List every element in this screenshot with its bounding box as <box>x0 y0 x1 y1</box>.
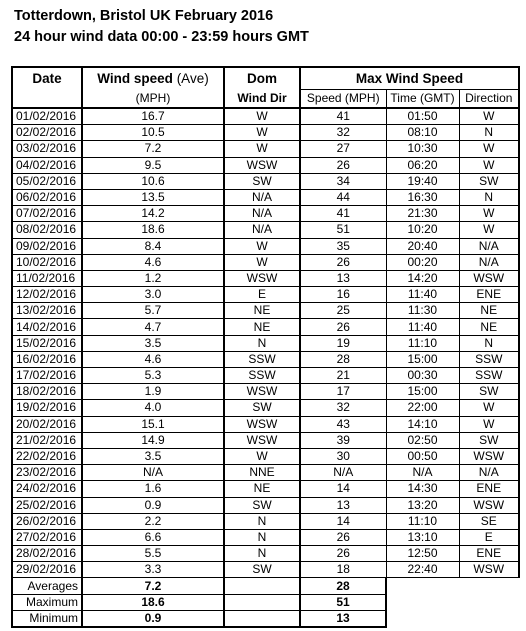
avg-speed-cell: 1.2 <box>82 270 224 286</box>
avg-speed-cell: 5.5 <box>82 546 224 562</box>
summary-label: Minimum <box>12 610 82 627</box>
max-time-cell: 19:40 <box>386 173 459 189</box>
max-time-cell: 22:00 <box>386 400 459 416</box>
date-cell: 14/02/2016 <box>12 319 82 335</box>
dom-dir-cell: WSW <box>224 432 300 448</box>
dom-dir-cell: WSW <box>224 384 300 400</box>
max-time-cell: 12:50 <box>386 546 459 562</box>
max-direction-cell: WSW <box>459 497 519 513</box>
max-time-cell: 21:30 <box>386 206 459 222</box>
date-cell: 11/02/2016 <box>12 270 82 286</box>
summary-max-speed: 51 <box>300 594 386 610</box>
date-cell: 26/02/2016 <box>12 513 82 529</box>
max-time-cell: 11:40 <box>386 287 459 303</box>
max-speed-cell: 18 <box>300 562 386 578</box>
table-row <box>12 189 519 205</box>
avg-speed-cell: 6.6 <box>82 529 224 545</box>
summary-row <box>12 610 519 627</box>
max-direction-cell: WSW <box>459 562 519 578</box>
max-speed-cell: 13 <box>300 270 386 286</box>
summary-avg-speed: 0.9 <box>82 610 224 627</box>
date-cell: 12/02/2016 <box>12 287 82 303</box>
max-time-cell: N/A <box>386 465 459 481</box>
dom-dir-cell: WSW <box>224 157 300 173</box>
table-row <box>12 448 519 464</box>
date-cell: 06/02/2016 <box>12 189 82 205</box>
avg-speed-cell: 1.9 <box>82 384 224 400</box>
max-time-cell: 14:10 <box>386 416 459 432</box>
table-row <box>12 173 519 189</box>
speed-mph-header: Speed (MPH) <box>300 90 386 109</box>
dom-dir-cell: W <box>224 141 300 157</box>
max-direction-cell: W <box>459 222 519 238</box>
max-time-cell: 10:30 <box>386 141 459 157</box>
summary-blank <box>386 610 459 627</box>
table-row <box>12 108 519 125</box>
max-speed-cell: 26 <box>300 319 386 335</box>
dom-dir-cell: N <box>224 513 300 529</box>
max-speed-cell: 17 <box>300 384 386 400</box>
dom-dir-cell: SW <box>224 497 300 513</box>
max-speed-cell: 13 <box>300 497 386 513</box>
date-cell: 10/02/2016 <box>12 254 82 270</box>
table-row <box>12 529 519 545</box>
avg-speed-cell: 0.9 <box>82 497 224 513</box>
avg-speed-cell: 10.5 <box>82 125 224 141</box>
avg-speed-cell: 2.2 <box>82 513 224 529</box>
table-row <box>12 141 519 157</box>
max-speed-cell: 39 <box>300 432 386 448</box>
max-direction-cell: N <box>459 125 519 141</box>
date-cell: 13/02/2016 <box>12 303 82 319</box>
dom-dir-cell: NE <box>224 481 300 497</box>
summary-blank <box>459 610 519 627</box>
date-cell: 19/02/2016 <box>12 400 82 416</box>
max-time-cell: 00:20 <box>386 254 459 270</box>
date-cell: 22/02/2016 <box>12 448 82 464</box>
dom-dir-cell: SW <box>224 562 300 578</box>
summary-blank <box>459 594 519 610</box>
max-direction-cell: ENE <box>459 546 519 562</box>
summary-blank <box>386 594 459 610</box>
date-cell: 16/02/2016 <box>12 351 82 367</box>
max-direction-cell: SW <box>459 384 519 400</box>
table-row <box>12 222 519 238</box>
max-direction-cell: N/A <box>459 238 519 254</box>
avg-speed-cell: 3.0 <box>82 287 224 303</box>
table-row <box>12 254 519 270</box>
table-row <box>12 546 519 562</box>
max-time-cell: 20:40 <box>386 238 459 254</box>
dom-dir-cell: NNE <box>224 465 300 481</box>
date-cell: 23/02/2016 <box>12 465 82 481</box>
max-speed-cell: 26 <box>300 157 386 173</box>
max-direction-cell: SW <box>459 432 519 448</box>
dom-dir-cell: SW <box>224 400 300 416</box>
max-direction-cell: N/A <box>459 465 519 481</box>
avg-speed-cell: 4.0 <box>82 400 224 416</box>
dom-dir-cell: W <box>224 254 300 270</box>
avg-speed-cell: 5.7 <box>82 303 224 319</box>
max-direction-cell: W <box>459 108 519 125</box>
dom-dir-cell: N <box>224 529 300 545</box>
date-cell: 18/02/2016 <box>12 384 82 400</box>
max-speed-cell: 41 <box>300 108 386 125</box>
max-time-cell: 14:20 <box>386 270 459 286</box>
wind-speed-unit: (MPH) <box>82 90 224 109</box>
dom-dir-cell: NE <box>224 319 300 335</box>
dom-dir-cell: W <box>224 125 300 141</box>
max-speed-cell: 32 <box>300 125 386 141</box>
summary-blank <box>459 578 519 594</box>
dom-dir-cell: W <box>224 108 300 125</box>
subheader-row <box>12 90 519 109</box>
table-row <box>12 432 519 448</box>
date-cell: 25/02/2016 <box>12 497 82 513</box>
table-row <box>12 125 519 141</box>
max-time-cell: 02:50 <box>386 432 459 448</box>
table-row <box>12 497 519 513</box>
date-header: Date <box>12 67 82 90</box>
summary-row <box>12 594 519 610</box>
avg-speed-cell: 4.7 <box>82 319 224 335</box>
table-row <box>12 157 519 173</box>
summary-label: Averages <box>12 578 82 594</box>
max-time-cell: 11:10 <box>386 513 459 529</box>
max-time-cell: 00:30 <box>386 368 459 384</box>
date-cell: 08/02/2016 <box>12 222 82 238</box>
date-cell: 05/02/2016 <box>12 173 82 189</box>
max-speed-cell: 21 <box>300 368 386 384</box>
dom-dir-cell: N/A <box>224 189 300 205</box>
table-row <box>12 335 519 351</box>
max-direction-cell: ENE <box>459 287 519 303</box>
max-time-cell: 06:20 <box>386 157 459 173</box>
avg-speed-cell: 3.3 <box>82 562 224 578</box>
summary-label: Maximum <box>12 594 82 610</box>
page-title: Totterdown, Bristol UK February 2016 <box>14 8 274 24</box>
max-direction-cell: SSW <box>459 368 519 384</box>
max-time-cell: 15:00 <box>386 351 459 367</box>
max-speed-cell: 30 <box>300 448 386 464</box>
max-speed-cell: 44 <box>300 189 386 205</box>
dom-dir-cell: N/A <box>224 206 300 222</box>
page-subtitle: 24 hour wind data 00:00 - 23:59 hours GMT <box>14 29 309 45</box>
table-row <box>12 465 519 481</box>
max-speed-cell: 19 <box>300 335 386 351</box>
max-speed-cell: 26 <box>300 254 386 270</box>
avg-speed-cell: 3.5 <box>82 335 224 351</box>
max-time-cell: 00:50 <box>386 448 459 464</box>
date-cell: 02/02/2016 <box>12 125 82 141</box>
dom-dir-cell: N/A <box>224 222 300 238</box>
avg-speed-cell: 15.1 <box>82 416 224 432</box>
date-cell: 03/02/2016 <box>12 141 82 157</box>
max-direction-cell: W <box>459 157 519 173</box>
summary-max-speed: 28 <box>300 578 386 594</box>
max-direction-cell: W <box>459 141 519 157</box>
date-cell: 28/02/2016 <box>12 546 82 562</box>
dom-dir-cell: WSW <box>224 270 300 286</box>
summary-blank <box>224 594 300 610</box>
date-cell: 24/02/2016 <box>12 481 82 497</box>
max-direction-cell: NE <box>459 303 519 319</box>
table-row <box>12 206 519 222</box>
table-row <box>12 303 519 319</box>
date-cell: 01/02/2016 <box>12 108 82 125</box>
date-cell: 21/02/2016 <box>12 432 82 448</box>
summary-blank <box>224 610 300 627</box>
max-time-cell: 10:20 <box>386 222 459 238</box>
max-speed-cell: 43 <box>300 416 386 432</box>
max-speed-cell: 51 <box>300 222 386 238</box>
summary-blank <box>224 578 300 594</box>
dom-dir-cell: N <box>224 335 300 351</box>
date-cell: 27/02/2016 <box>12 529 82 545</box>
avg-speed-cell: 14.2 <box>82 206 224 222</box>
max-speed-cell: 14 <box>300 513 386 529</box>
avg-speed-cell: N/A <box>82 465 224 481</box>
max-speed-cell: 34 <box>300 173 386 189</box>
max-speed-cell: 41 <box>300 206 386 222</box>
max-speed-cell: 25 <box>300 303 386 319</box>
direction-header: Direction <box>459 90 519 109</box>
max-time-cell: 15:00 <box>386 384 459 400</box>
wind-speed-header: Wind speed (Ave) <box>82 67 224 90</box>
avg-speed-cell: 7.2 <box>82 141 224 157</box>
avg-speed-cell: 10.6 <box>82 173 224 189</box>
wind-dir-header: Wind Dir <box>224 90 300 109</box>
dom-dir-cell: W <box>224 448 300 464</box>
max-speed-cell: 27 <box>300 141 386 157</box>
avg-speed-cell: 5.3 <box>82 368 224 384</box>
max-time-cell: 11:10 <box>386 335 459 351</box>
table-row <box>12 481 519 497</box>
avg-speed-cell: 18.6 <box>82 222 224 238</box>
avg-speed-cell: 14.9 <box>82 432 224 448</box>
max-speed-cell: 35 <box>300 238 386 254</box>
date-cell: 09/02/2016 <box>12 238 82 254</box>
dom-dir-cell: WSW <box>224 416 300 432</box>
max-speed-cell: 26 <box>300 529 386 545</box>
max-speed-cell: 28 <box>300 351 386 367</box>
avg-speed-cell: 3.5 <box>82 448 224 464</box>
header-row <box>12 67 519 90</box>
max-direction-cell: SE <box>459 513 519 529</box>
dom-dir-cell: E <box>224 287 300 303</box>
summary-avg-speed: 18.6 <box>82 594 224 610</box>
max-time-cell: 14:30 <box>386 481 459 497</box>
max-speed-cell: N/A <box>300 465 386 481</box>
max-direction-cell: W <box>459 206 519 222</box>
table-row <box>12 384 519 400</box>
max-time-cell: 22:40 <box>386 562 459 578</box>
max-direction-cell: NE <box>459 319 519 335</box>
max-time-cell: 01:50 <box>386 108 459 125</box>
date-cell: 29/02/2016 <box>12 562 82 578</box>
avg-speed-cell: 16.7 <box>82 108 224 125</box>
wind-data-table <box>11 66 520 628</box>
date-cell: 17/02/2016 <box>12 368 82 384</box>
dom-dir-cell: N <box>224 546 300 562</box>
table-row <box>12 400 519 416</box>
summary-max-speed: 13 <box>300 610 386 627</box>
max-speed-cell: 14 <box>300 481 386 497</box>
dom-dir-cell: W <box>224 238 300 254</box>
max-wind-speed-header: Max Wind Speed <box>300 67 519 90</box>
summary-avg-speed: 7.2 <box>82 578 224 594</box>
max-time-cell: 11:40 <box>386 319 459 335</box>
max-direction-cell: ENE <box>459 481 519 497</box>
max-direction-cell: N <box>459 189 519 205</box>
table-row <box>12 270 519 286</box>
max-time-cell: 13:20 <box>386 497 459 513</box>
avg-speed-cell: 9.5 <box>82 157 224 173</box>
table-row <box>12 287 519 303</box>
table-row <box>12 319 519 335</box>
summary-row <box>12 578 519 594</box>
table-row <box>12 368 519 384</box>
table-row <box>12 238 519 254</box>
avg-speed-cell: 13.5 <box>82 189 224 205</box>
dom-dir-cell: SSW <box>224 351 300 367</box>
date-cell: 20/02/2016 <box>12 416 82 432</box>
date-cell: 04/02/2016 <box>12 157 82 173</box>
max-time-cell: 16:30 <box>386 189 459 205</box>
max-direction-cell: WSW <box>459 448 519 464</box>
max-direction-cell: N <box>459 335 519 351</box>
avg-speed-cell: 4.6 <box>82 351 224 367</box>
max-direction-cell: WSW <box>459 270 519 286</box>
max-speed-cell: 16 <box>300 287 386 303</box>
max-time-cell: 11:30 <box>386 303 459 319</box>
date-cell: 15/02/2016 <box>12 335 82 351</box>
max-time-cell: 13:10 <box>386 529 459 545</box>
dom-dir-cell: SW <box>224 173 300 189</box>
max-speed-cell: 26 <box>300 546 386 562</box>
time-gmt-header: Time (GMT) <box>386 90 459 109</box>
max-direction-cell: W <box>459 416 519 432</box>
date-cell: 07/02/2016 <box>12 206 82 222</box>
max-direction-cell: SSW <box>459 351 519 367</box>
dom-dir-cell: NE <box>224 303 300 319</box>
dom-header: Dom <box>224 67 300 90</box>
avg-speed-cell: 4.6 <box>82 254 224 270</box>
max-direction-cell: W <box>459 400 519 416</box>
max-time-cell: 08:10 <box>386 125 459 141</box>
table-row <box>12 513 519 529</box>
dom-dir-cell: SSW <box>224 368 300 384</box>
avg-speed-cell: 8.4 <box>82 238 224 254</box>
table-row <box>12 562 519 578</box>
avg-speed-cell: 1.6 <box>82 481 224 497</box>
max-direction-cell: E <box>459 529 519 545</box>
summary-blank <box>386 578 459 594</box>
max-direction-cell: SW <box>459 173 519 189</box>
table-row <box>12 416 519 432</box>
max-speed-cell: 32 <box>300 400 386 416</box>
max-direction-cell: N/A <box>459 254 519 270</box>
table-row <box>12 351 519 367</box>
